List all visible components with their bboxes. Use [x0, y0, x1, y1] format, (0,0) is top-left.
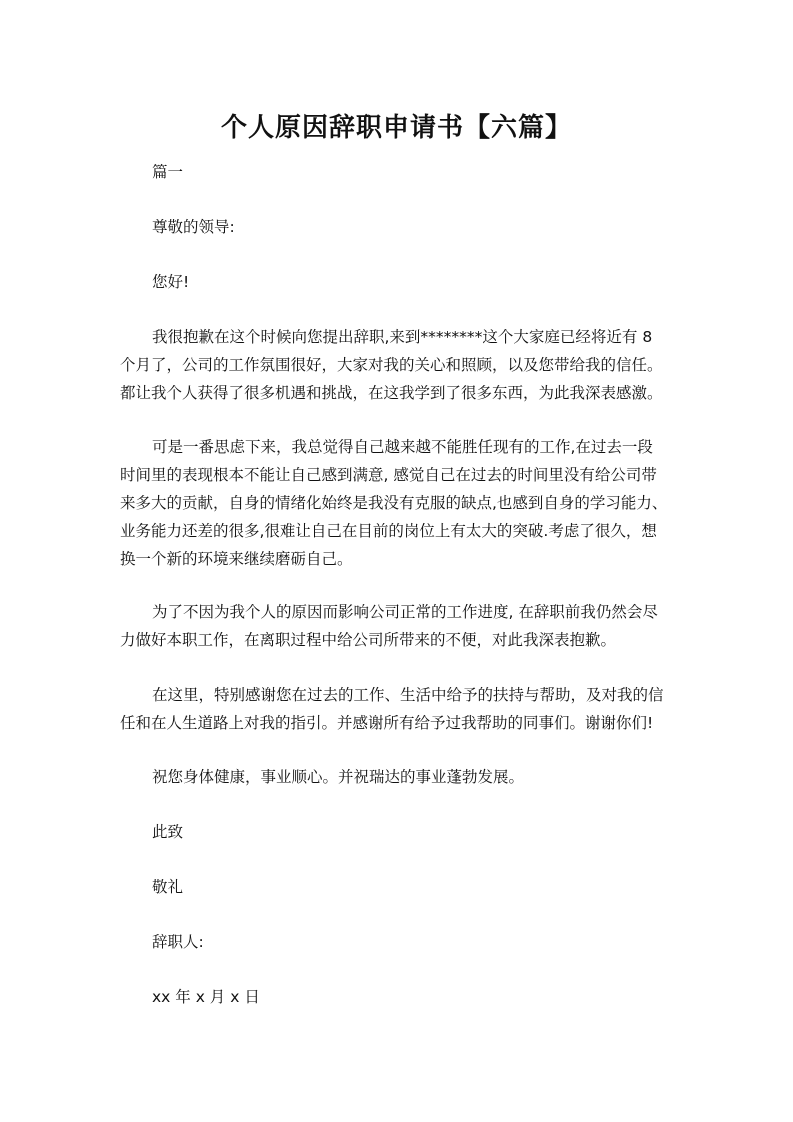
paragraph-2-line: 可是一番思虑下来，我总觉得自己越来越不能胜任现有的工作,在过去一段 [152, 438, 653, 456]
date-line: xx 年 x 月 x 日 [152, 988, 260, 1006]
paragraph-2-line: 业务能力还差的很多,很难让自己在目前的岗位上有太大的突破.考虑了很久，想 [120, 522, 657, 540]
document-title: 个人原因辞职申请书【六篇】 [220, 113, 572, 143]
paragraph-1-line: 个月了，公司的工作氛围很好，大家对我的关心和照顾，以及您带给我的信任。 [120, 356, 663, 374]
paragraph-4-line: 任和在人生道路上对我的指引。并感谢所有给予过我帮助的同事们。谢谢你们! [120, 714, 654, 732]
paragraph-2-line: 换一个新的环境来继续磨砺自己。 [120, 550, 353, 568]
greeting: 您好! [152, 273, 190, 291]
paragraph-3-line: 为了不因为我个人的原因而影响公司正常的工作进度, 在辞职前我仍然会尽 [152, 603, 658, 621]
signature-label: 辞职人: [152, 933, 204, 951]
closing-line-1: 此致 [152, 823, 184, 841]
paragraph-1-line: 我很抱歉在这个时候向您提出辞职,来到********这个大家庭已经将近有 8 [152, 328, 653, 346]
paragraph-2-line: 来多大的贡献，自身的情绪化始终是我没有克服的缺点,也感到自身的学习能力、 [120, 494, 668, 512]
paragraph-4-line: 在这里，特别感谢您在过去的工作、生活中给予的扶持与帮助，及对我的信 [152, 686, 664, 704]
paragraph-3-line: 力做好本职工作，在离职过程中给公司所带来的不便，对此我深表抱歉。 [120, 631, 617, 649]
wishes-text: 祝您身体健康，事业顺心。并祝瑞达的事业蓬勃发展。 [152, 768, 525, 786]
paragraph-1-line: 都让我个人获得了很多机遇和挑战，在这我学到了很多东西，为此我深表感激。 [120, 384, 663, 402]
salutation: 尊敬的领导: [152, 218, 235, 236]
section-heading: 篇一 [152, 163, 184, 181]
closing-line-2: 敬礼 [152, 878, 184, 896]
paragraph-2-line: 时间里的表现根本不能让自己感到满意, 感觉自己在过去的时间里没有给公司带 [120, 466, 657, 484]
